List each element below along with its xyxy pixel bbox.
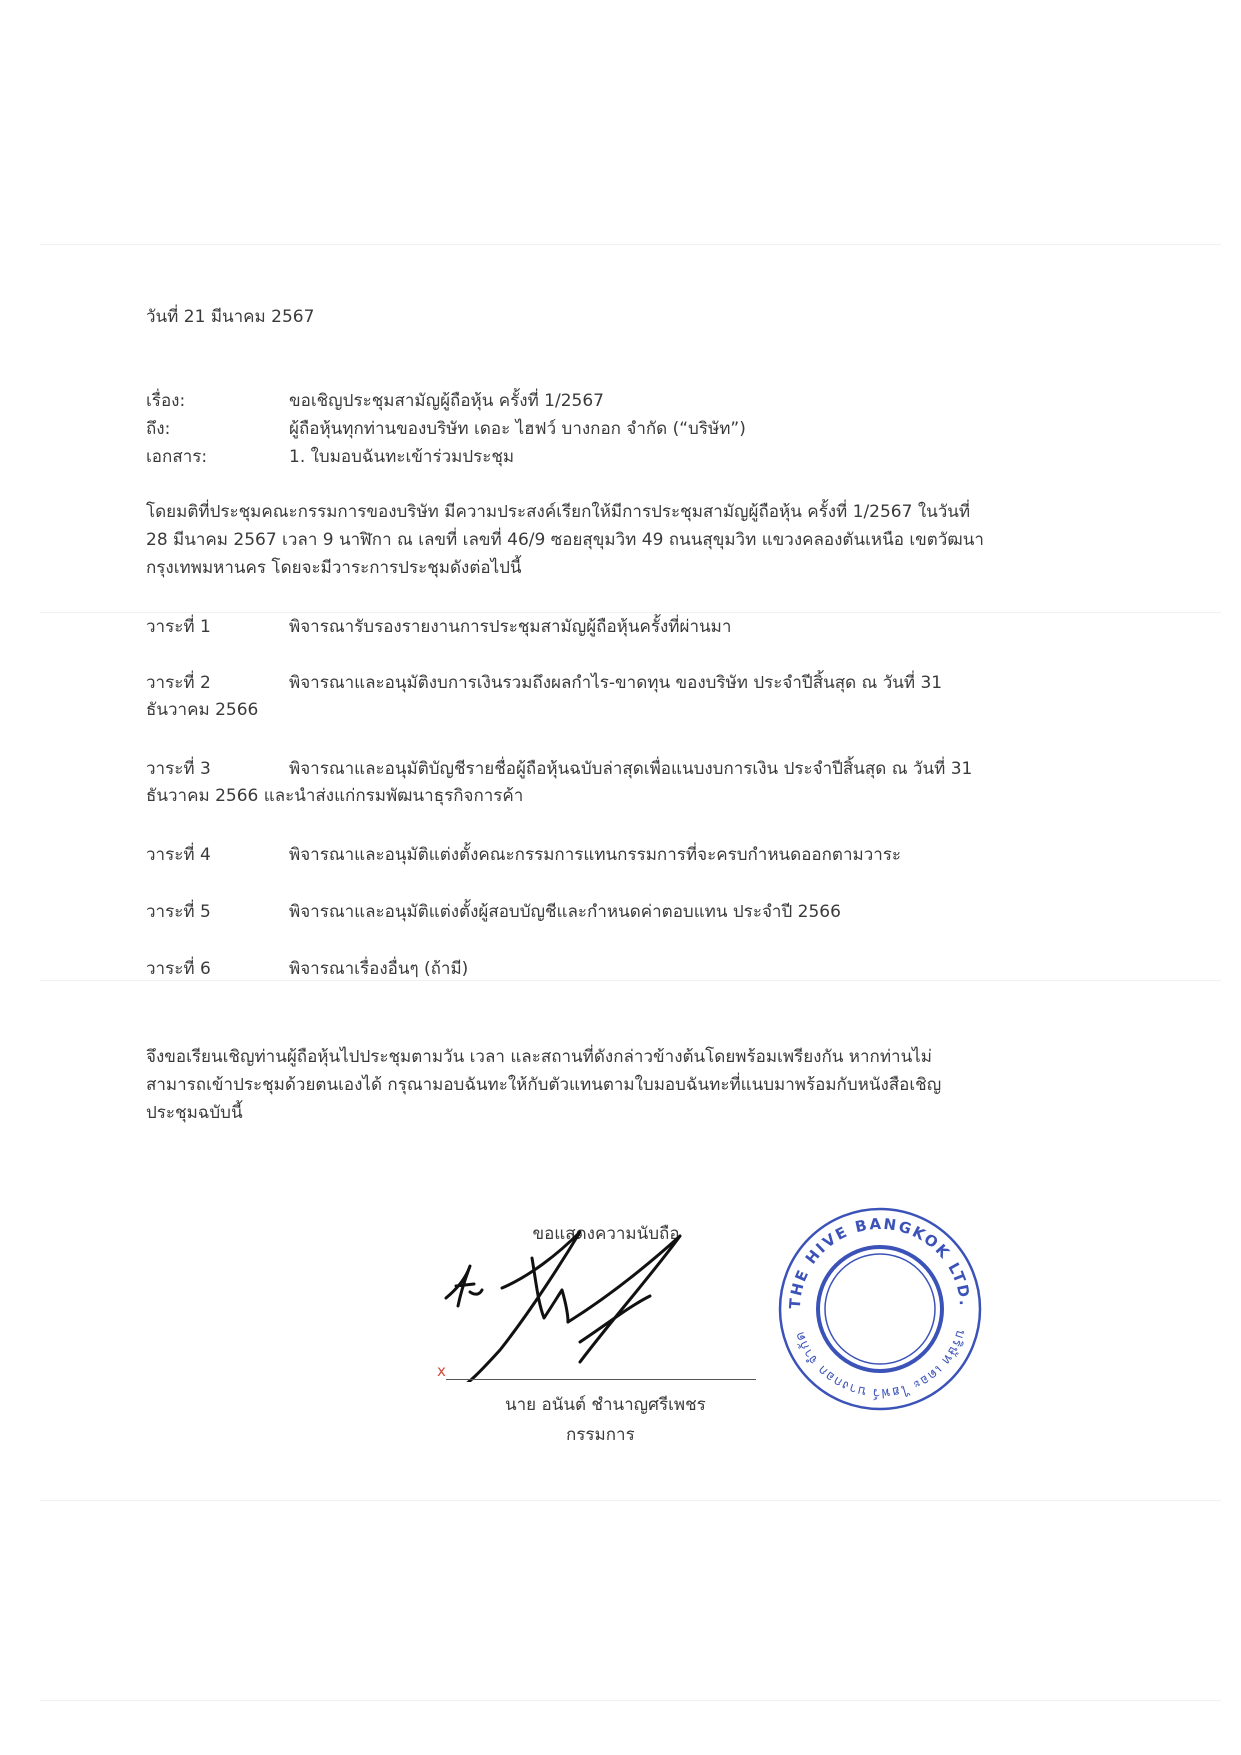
agenda-text: พิจารณาและอนุมัติบัญชีรายชื่อผู้ถือหุ้นฉบับล่าสุดเพื่อแนบงบการเงิน ประจำปีสิ้นสุด ณ วันที่ 31	[289, 759, 973, 779]
agenda-number: วาระที่ 6	[146, 959, 211, 979]
invite-line: จึงขอเรียนเชิญท่านผู้ถือหุ้นไปประชุมตามวัน เวลา และสถานที่ดังกล่าวข้างต้นโดยพร้อมเพรียงกัน หากท่านไม่	[146, 1047, 932, 1067]
agenda-text: พิจารณาเรื่องอื่นๆ (ถ้ามี)	[289, 959, 469, 979]
subject-value: ขอเชิญประชุมสามัญผู้ถือหุ้น ครั้งที่ 1/2567	[289, 391, 604, 411]
recipient-value: ผู้ถือหุ้นทุกท่านของบริษัท เดอะ ไฮฟว์ บางกอก จำกัด (“บริษัท”)	[289, 419, 746, 439]
agenda-number: วาระที่ 3	[146, 759, 211, 779]
agenda-number: วาระที่ 4	[146, 845, 211, 865]
agenda-text: พิจารณาและอนุมัติแต่งตั้งคณะกรรมการแทนกรรมการที่จะครบกำหนดออกตามวาระ	[289, 845, 902, 865]
seal-text-english: THE HIVE BANGKOK LTD.	[785, 1214, 975, 1310]
agenda-text: พิจารณารับรองรายงานการประชุมสามัญผู้ถือหุ้นครั้งที่ผ่านมา	[289, 617, 732, 637]
handwritten-signature	[440, 1222, 730, 1382]
attachment-label: เอกสาร:	[146, 447, 208, 467]
agenda-text-continued: ธันวาคม 2566 และนำส่งแก่กรมพัฒนาธุรกิจการค้า	[146, 786, 524, 806]
scan-artifact-line	[40, 612, 1221, 613]
agenda-item-2	[146, 670, 1076, 724]
scan-artifact-line	[40, 244, 1221, 245]
attachment-value: 1. ใบมอบฉันทะเข้าร่วมประชุม	[289, 447, 515, 467]
intro-paragraph	[146, 498, 1076, 582]
agenda-item-4	[146, 842, 1076, 869]
agenda-number: วาระที่ 2	[146, 673, 211, 693]
agenda-item-6	[146, 956, 1076, 983]
agenda-item-5	[146, 899, 1076, 926]
signature-line	[446, 1379, 756, 1380]
invite-line: สามารถเข้าประชุมด้วยตนเองได้ กรุณามอบฉันทะให้กับตัวแทนตามใบมอบฉันทะที่แนบมาพร้อมกับหนังสือเชิญ	[146, 1075, 942, 1095]
signer-title: กรรมการ	[566, 1425, 635, 1445]
closing-salutation: ขอแสดงความนับถือ	[532, 1224, 680, 1244]
agenda-number: วาระที่ 5	[146, 902, 211, 922]
intro-line: 28 มีนาคม 2567 เวลา 9 นาฬิกา ณ เลขที่ เลขที่ 46/9 ซอยสุขุมวิท 49 ถนนสุขุมวิท แขวงคลองตันเหนือ เขตวัฒนา	[146, 530, 984, 550]
agenda-text: พิจารณาและอนุมัติแต่งตั้งผู้สอบบัญชีและกำหนดค่าตอบแทน ประจำปี 2566	[289, 902, 841, 922]
subject-label: เรื่อง:	[146, 391, 186, 411]
subject-row	[146, 387, 604, 414]
letter-date: วันที่ 21 มีนาคม 2567	[146, 307, 315, 327]
agenda-item-1	[146, 614, 1076, 641]
signature-mark: x	[437, 1362, 446, 1380]
recipient-label: ถึง:	[146, 419, 171, 439]
scan-artifact-line	[40, 1500, 1221, 1501]
signer-name: นาย อนันต์ ชำนาญศรีเพชร	[505, 1395, 706, 1415]
attachment-row	[146, 443, 514, 470]
invitation-paragraph	[146, 1043, 1076, 1127]
scan-artifact-line	[40, 1700, 1221, 1701]
agenda-text: พิจารณาและอนุมัติงบการเงินรวมถึงผลกำไร-ขาดทุน ของบริษัท ประจำปีสิ้นสุด ณ วันที่ 31	[289, 673, 943, 693]
intro-line: กรุงเทพมหานคร โดยจะมีวาระการประชุมดังต่อไปนี้	[146, 558, 522, 578]
intro-line: โดยมติที่ประชุมคณะกรรมการของบริษัท มีความประสงค์เรียกให้มีการประชุมสามัญผู้ถือหุ้น ครั้งที่ 1/2567 ในวันที่	[146, 502, 971, 522]
recipient-row	[146, 415, 746, 442]
svg-text:THE HIVE BANGKOK LTD.	[786, 1215, 974, 1310]
seal-text-thai: บริษัท เดอะ ไฮฟว์ บางกอก จำกัด	[792, 1327, 969, 1401]
invite-line: ประชุมฉบับนี้	[146, 1103, 243, 1123]
company-seal	[774, 1203, 986, 1415]
agenda-item-3	[146, 756, 1076, 810]
agenda-text-continued: ธันวาคม 2566	[146, 700, 259, 720]
agenda-number: วาระที่ 1	[146, 617, 211, 637]
